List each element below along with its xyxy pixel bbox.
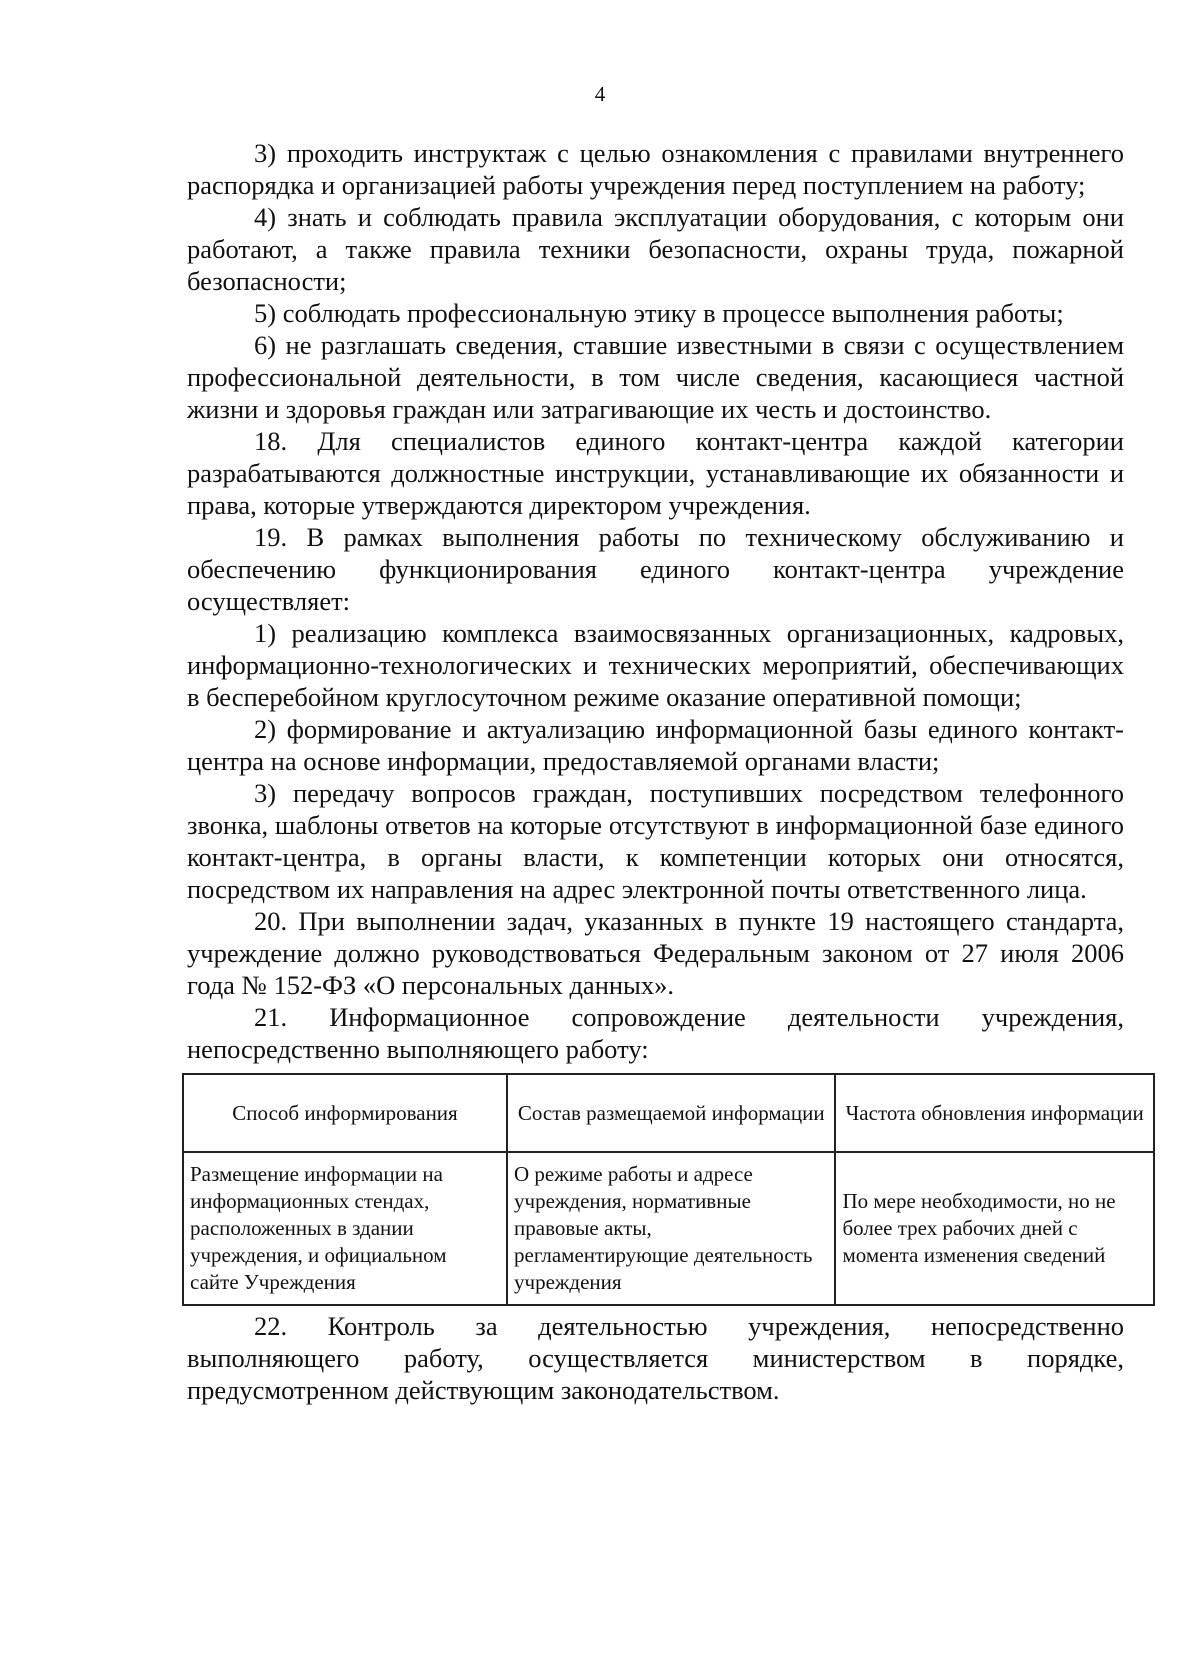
table-row [183,1152,1154,1305]
paragraph: 2) формирование и актуализацию информационной базы единого контакт-центра на основе информации, предоставляемой органами власти; [187,714,1124,776]
paragraph: 6) не разглашать сведения, ставшие известными в связи с осуществлением профессиональной деятельности, в том числе сведения, касающиеся частной жизни и здоровья граждан или затрагивающие их честь и достоинство. [187,330,1124,424]
document-body [187,137,1144,1406]
paragraph: 1) реализацию комплекса взаимосвязанных организационных, кадровых, информационно-технологических и технических мероприятий, обеспечивающих в бесперебойном круглосуточном режиме оказание оперативной помощи; [187,618,1124,712]
table-cell: Размещение информации на информационных стендах, расположенных в здании учреждения, и официальном сайте Учреждения [183,1152,507,1305]
paragraph: 3) передачу вопросов граждан, поступивших посредством телефонного звонка, шаблоны ответов на которые отсутствуют в информационной базе единого контакт-центра, в органы власти, к компетенции которых они относятся, посредством их направления на адрес электронной почты ответственного лица. [187,778,1124,904]
paragraph: 18. Для специалистов единого контакт-центра каждой категории разрабатываются должностные инструкции, устанавливающие их обязанности и права, которые утверждаются директором учреждения. [187,426,1124,520]
paragraph: 20. При выполнении задач, указанных в пункте 19 настоящего стандарта, учреждение должно руководствоваться Федеральным законом от 27 июля 2006 года № 152-ФЗ «О персональных данных». [187,906,1124,1000]
table-cell: По мере необходимости, но не более трех рабочих дней с момента изменения сведений [835,1152,1154,1305]
table-header-cell: Частота обновления информации [835,1074,1154,1152]
paragraph: 19. В рамках выполнения работы по техническому обслуживанию и обеспечению функционирования единого контакт-центра учреждение осуществляет: [187,522,1124,616]
page-number: 4 [594,82,606,106]
paragraph: 21. Информационное сопровождение деятельности учреждения, непосредственно выполняющего работу: [187,1002,1124,1064]
table-header-row [183,1074,1154,1152]
paragraph: 22. Контроль за деятельностью учреждения, непосредственно выполняющего работу, осуществляется министерством в порядке, предусмотренном действующим законодательством. [187,1311,1124,1405]
table-cell: О режиме работы и адресе учреждения, нормативные правовые акты, регламентирующие деятельность учреждения [507,1152,835,1305]
table-header-cell: Состав размещаемой информации [507,1074,835,1152]
information-table [182,1073,1155,1306]
table-header-cell: Способ информирования [183,1074,507,1152]
paragraph: 5) соблюдать профессиональную этику в процессе выполнения работы; [254,298,1064,328]
paragraph: 4) знать и соблюдать правила эксплуатации оборудования, с которым они работают, а также правила техники безопасности, охраны труда, пожарной безопасности; [187,202,1124,296]
paragraph: 3) проходить инструктаж с целью ознакомления с правилами внутреннего распорядка и организацией работы учреждения перед поступлением на работу; [187,138,1124,200]
